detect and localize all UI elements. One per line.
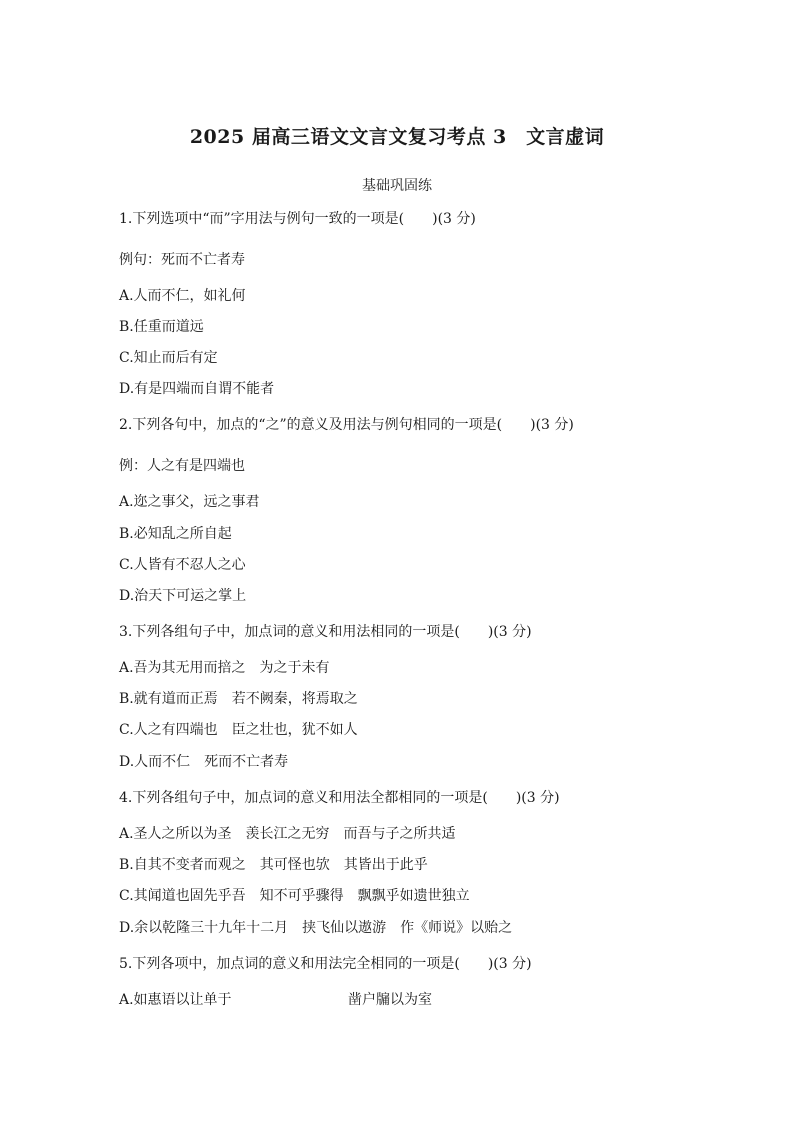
question-4-option-b: B.自其不变者而观之 其可怪也欤 其皆出于此乎 [119,857,428,873]
question-2-option-b: B.必知乱之所自起 [119,526,232,542]
document-title: 2025 届高三语文文言文复习考点 3 文言虚词 [189,126,605,148]
question-3-option-c: C.人之有四端也 臣之壮也，犹不如人 [119,722,358,738]
question-1-stem: 1.下列选项中“而”字用法与例句一致的一项是( )(3 分) [119,211,476,227]
section-heading: 基础巩固练 [362,178,432,194]
question-2-option-c: C.人皆有不忍人之心 [119,557,246,573]
question-2-option-d: D.治天下可运之掌上 [119,588,247,604]
question-1-option-d: D.有是四端而自谓不能者 [119,381,275,397]
question-4-option-a: A.圣人之所以为圣 羡长江之无穷 而吾与子之所共适 [119,826,456,842]
question-5-option-a-left: A.如惠语以让单于 [119,992,232,1008]
question-5-option-a [119,990,432,1010]
question-2-stem: 2.下列各句中，加点的“之”的意义及用法与例句相同的一项是( )(3 分) [119,417,574,433]
question-3-stem: 3.下列各组句子中，加点词的意义和用法相同的一项是( )(3 分) [119,624,532,640]
question-5-option-a-right: 凿户牖以为室 [348,992,432,1008]
question-3-option-d: D.人而不仁 死而不亡者寿 [119,754,289,770]
question-5-stem: 5.下列各项中，加点词的意义和用法完全相同的一项是( )(3 分) [119,956,532,972]
question-1-example: 例句：死而不亡者寿 [119,252,245,268]
question-2-option-a: A.迩之事父，远之事君 [119,494,260,510]
question-3-option-b: B.就有道而正焉 若不阙秦，将焉取之 [119,691,358,707]
question-1-option-a: A.人而不仁，如礼何 [119,288,246,304]
question-2-example: 例：人之有是四端也 [119,458,245,474]
question-4-option-c: C.其闻道也固先乎吾 知不可乎骤得 飘飘乎如遗世独立 [119,888,470,904]
question-3-option-a: A.吾为其无用而掊之 为之于未有 [119,660,330,676]
question-4-option-d: D.余以乾隆三十九年十二月 挟飞仙以遨游 作《师说》以贻之 [119,920,513,936]
question-4-stem: 4.下列各组句子中，加点词的意义和用法全都相同的一项是( )(3 分) [119,790,560,806]
question-1-option-b: B.任重而道远 [119,319,204,335]
question-1-option-c: C.知止而后有定 [119,350,218,366]
